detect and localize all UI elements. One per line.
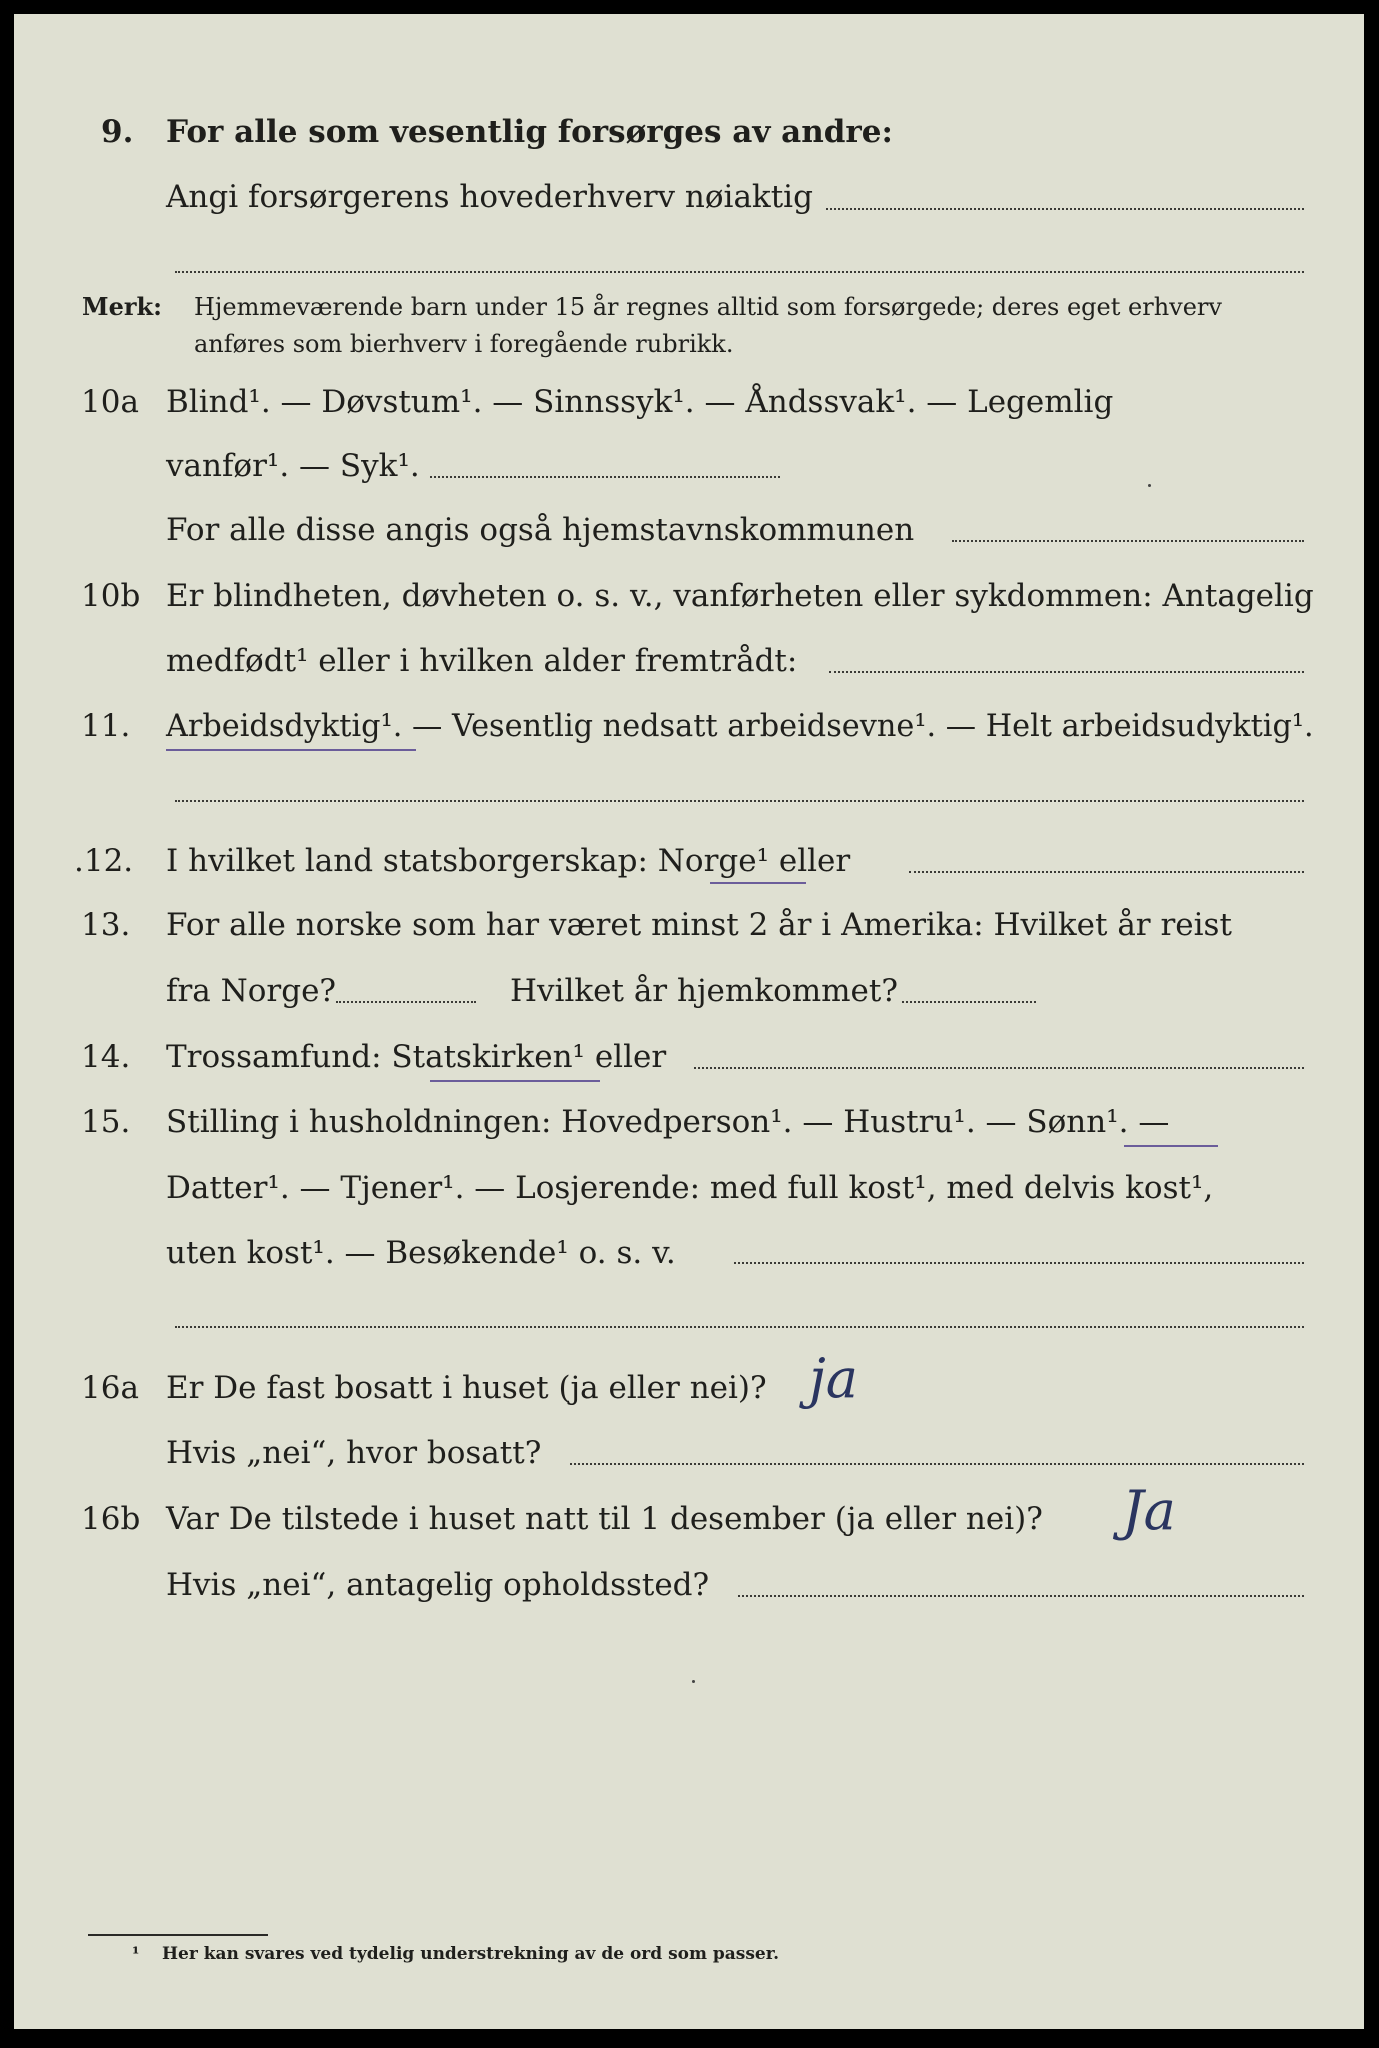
q9-answer-line-2[interactable]: [175, 271, 1304, 273]
q10b-number: 10b: [81, 578, 141, 614]
q16b-number: 16b: [81, 1501, 141, 1537]
merk-text-2: anføres som bierhverv i foregående rubrikk.: [194, 330, 734, 358]
q13-number: 13.: [81, 907, 131, 943]
q14-text: Trossamfund: Statskirken¹ eller: [166, 1039, 667, 1075]
merk-label: Merk:: [82, 292, 162, 321]
q10a-number: 10a: [81, 384, 139, 420]
q16b-handwritten-answer: Ja: [1122, 1479, 1176, 1542]
footnote-marker: ¹: [132, 1944, 140, 1964]
q16b-answer-line[interactable]: [738, 1595, 1304, 1597]
q12-answer-line[interactable]: [909, 871, 1304, 873]
q13-text-2b: Hvilket år hjemkommet?: [510, 973, 898, 1009]
q12-number: .12.: [74, 843, 134, 879]
q15-text-3: uten kost¹. — Besøkende¹ o. s. v.: [166, 1235, 676, 1271]
q9-heading: For alle som vesentlig forsørges av andre:: [166, 114, 893, 150]
q16a-handwritten-answer: ja: [809, 1347, 858, 1410]
q11-answer-line[interactable]: [175, 800, 1304, 802]
q14-answer-line[interactable]: [694, 1067, 1304, 1069]
q9-number: 9.: [101, 114, 134, 150]
q12-text: I hvilket land statsborgerskap: Norge¹ eller: [166, 843, 851, 879]
q13-text-1: For alle norske som har været minst 2 år i Amerika: Hvilket år reist: [166, 907, 1232, 943]
q15-answer-line-2[interactable]: [175, 1326, 1304, 1328]
q10b-text-1: Er blindheten, døvheten o. s. v., vanførheten eller sykdommen: Antagelig: [166, 578, 1314, 614]
q13-answer-line-2[interactable]: [902, 1001, 1036, 1003]
q9-prompt: Angi forsørgerens hovederhverv nøiaktig: [166, 179, 813, 215]
q15-text-2: Datter¹. — Tjener¹. — Losjerende: med full kost¹, med delvis kost¹,: [166, 1170, 1214, 1206]
q15-text-1: Stilling i husholdningen: Hovedperson¹. — Hustru¹. — Sønn¹. —: [166, 1104, 1170, 1140]
q12-underline-norge: [710, 882, 806, 884]
q11-text: Arbeidsdyktig¹. — Vesentlig nedsatt arbeidsevne¹. — Helt arbeidsudyktig¹.: [166, 708, 1314, 744]
q11-underline-arbeidsdyktig: [166, 749, 416, 751]
q15-underline-sonn: [1124, 1145, 1218, 1147]
q14-underline-statskirken: [430, 1080, 600, 1082]
q9-answer-line-1[interactable]: [826, 208, 1304, 210]
q16a-text-2: Hvis „nei“, hvor bosatt?: [166, 1435, 542, 1471]
q10a-answer-line-2[interactable]: [952, 540, 1304, 542]
q15-answer-line-1[interactable]: [734, 1262, 1304, 1264]
q16a-text-1: Er De fast bosatt i huset (ja eller nei)?: [166, 1370, 767, 1406]
q13-answer-line-1[interactable]: [336, 1001, 476, 1003]
q16a-number: 16a: [81, 1370, 139, 1406]
q10a-text-2: vanfør¹. — Syk¹.: [166, 448, 420, 484]
q16b-text-1: Var De tilstede i huset natt til 1 desember (ja eller nei)?: [166, 1501, 1043, 1537]
merk-text-1: Hjemmeværende barn under 15 år regnes alltid som forsørgede; deres eget erhverv: [194, 293, 1222, 321]
q11-number: 11.: [81, 708, 131, 744]
q16b-text-2: Hvis „nei“, antagelig opholdssted?: [166, 1567, 710, 1603]
q10b-text-2: medfødt¹ eller i hvilken alder fremtrådt:: [166, 643, 798, 679]
q16a-answer-line[interactable]: [570, 1463, 1304, 1465]
q10b-answer-line[interactable]: [829, 671, 1304, 673]
q10a-answer-line-1[interactable]: [430, 476, 780, 478]
footnote-text: Her kan svares ved tydelig understrekning av de ord som passer.: [162, 1944, 780, 1964]
census-form-page: [14, 14, 1364, 2029]
ink-speck: [1148, 484, 1151, 487]
q10a-text-3: For alle disse angis også hjemstavnskommunen: [166, 512, 915, 548]
q15-number: 15.: [81, 1104, 131, 1140]
q14-number: 14.: [81, 1039, 131, 1075]
ink-speck: [692, 1680, 695, 1683]
footnote-rule: [88, 1934, 268, 1936]
q10a-text-1: Blind¹. — Døvstum¹. — Sinnssyk¹. — Åndssvak¹. — Legemlig: [166, 384, 1114, 420]
q13-text-2a: fra Norge?: [166, 973, 337, 1009]
